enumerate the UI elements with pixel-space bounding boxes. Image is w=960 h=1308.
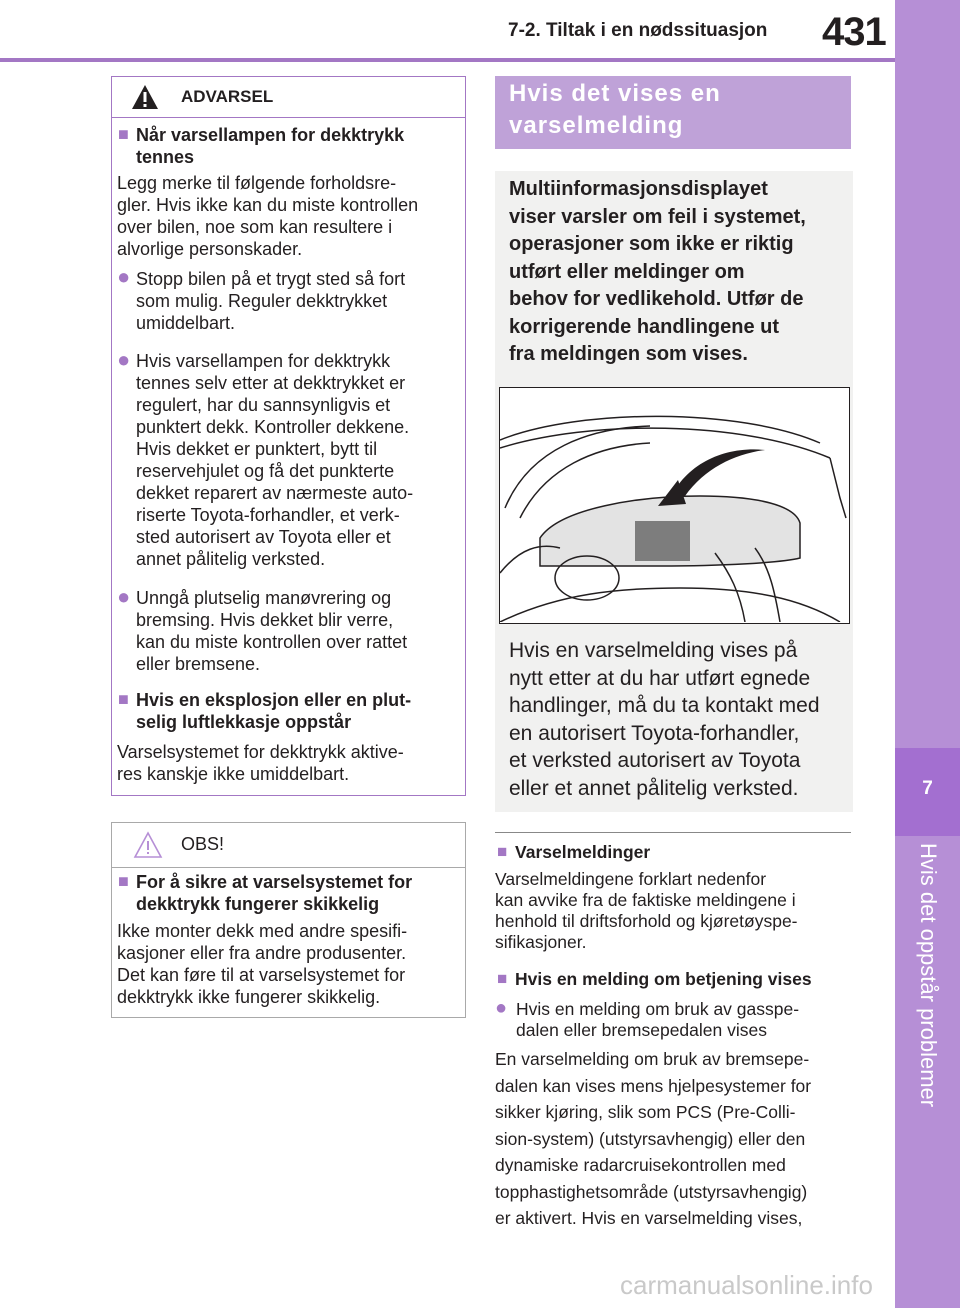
square-bullet-icon: ■ (118, 689, 129, 709)
warning-label: ADVARSEL (181, 87, 274, 106)
chapter-number: 7 (922, 778, 933, 799)
dashboard-drawing (500, 388, 848, 622)
illustration-caption: Hvis en varselmelding vises på nytt etter at du har utført egnede handlinger, må du ta kontakt med en autorisert Toyota-forhandler, et verksted autorisert av Toyota eller et annet pålitelig verksted. (509, 639, 820, 800)
chapter-title: Hvis det oppstår problemer (915, 843, 941, 1108)
section-heading: Hvis det vises en varselmelding (495, 76, 851, 149)
square-bullet-icon: ■ (497, 842, 508, 861)
warning-text-1: Legg merke til følgende forholdsre- gler. Hvis ikke kan du miste kontrollen over bilen, noe som kan resultere i alvorlige personskader. (117, 173, 419, 259)
notice-label: OBS! (181, 834, 225, 854)
round-bullet-icon: ● (117, 347, 131, 372)
warning-heading-2: Hvis en eksplosjon eller en plut- selig luftlekkasje oppstår (136, 690, 412, 732)
round-bullet-icon: ● (495, 997, 508, 1019)
warning-triangle-icon (131, 84, 159, 110)
section-divider (495, 832, 851, 833)
notice-header (112, 823, 465, 868)
info-text: Multiinformasjonsdisplayet viser varsler om feil i systemet, operasjoner som ikke er riktig utført eller meldinger om behov for vedlikehold. Utfør de korrigerende handlingene ut fra meldingen som vises. (509, 178, 806, 365)
notice-text: Ikke monter dekk med andre spesifi- kasjoner eller fra andre produsenter. Det kan føre til at varselsystemet for dekktrykk ikke fungerer skikkelig. (117, 921, 408, 1007)
round-bullet-icon: ● (117, 264, 131, 289)
warning-bullet-3: Unngå plutselig manøvrering og bremsing. Hvis dekket blir verre, kan du miste kontrollen over rattet eller bremsene. (136, 588, 408, 674)
warning-bullet-2: Hvis varsellampen for dekktrykk tennes selv etter at dekktrykket er regulert, har du sannsynligvis et punktert dekk. Kontroller dekkene. Hvis dekket er punktert, bytt til reservehjulet og få det punkterte dekket reparert av nærmeste auto- riserte Toyota-forhandler, et verk- sted autorisert av Toyota eller et annet pålitelig verksted. (136, 351, 414, 569)
square-bullet-icon: ■ (118, 871, 129, 891)
warning-heading-1: Når varsellampen for dekktrykk tennes (136, 125, 405, 167)
page-number: 431 (822, 10, 886, 54)
warning-header (112, 77, 465, 118)
melding-heading: Hvis en melding om betjening vises (515, 969, 812, 989)
dashboard-illustration (499, 387, 850, 624)
varselmeldinger-text: Varselmeldingene forklart nedenfor kan avvike fra de faktiske meldingene i henhold til driftsforhold og kjøretøyspe- sifikasjoner. (495, 869, 798, 952)
round-bullet-icon: ● (117, 584, 131, 609)
notice-heading: For å sikre at varselsystemet for dekktrykk fungerer skikkelig (136, 872, 413, 914)
square-bullet-icon: ■ (118, 124, 129, 144)
watermark: carmanualsonline.info (620, 1270, 873, 1300)
melding-paragraph: En varselmelding om bruk av bremsepe- dalen kan vises mens hjelpesystemer for sikker kjøring, slik som PCS (Pre-Colli- sion-system) (utstyrsavhengig) eller den dynamiske radarcruisekontrollen med topphastighetsområde (utstyrsavhengig) er aktivert. Hvis en varselmelding vises, (495, 1049, 812, 1228)
header-rule (0, 58, 895, 62)
warning-bullet-1: Stopp bilen på et trygt sted så fort som mulig. Reguler dekktrykket umiddelbart. (136, 269, 406, 333)
section-title: 7-2. Tiltak i en nødssituasjon (508, 20, 768, 41)
melding-bullet: Hvis en melding om bruk av gasspe- dalen eller bremsepedalen vises (516, 999, 800, 1040)
caution-triangle-icon (133, 831, 163, 859)
varselmeldinger-heading: Varselmeldinger (515, 842, 651, 862)
chapter-side-tab (895, 0, 960, 1308)
warning-text-2: Varselsystemet for dekktrykk aktive- res kanskje ikke umiddelbart. (117, 742, 404, 784)
square-bullet-icon: ■ (497, 969, 508, 988)
